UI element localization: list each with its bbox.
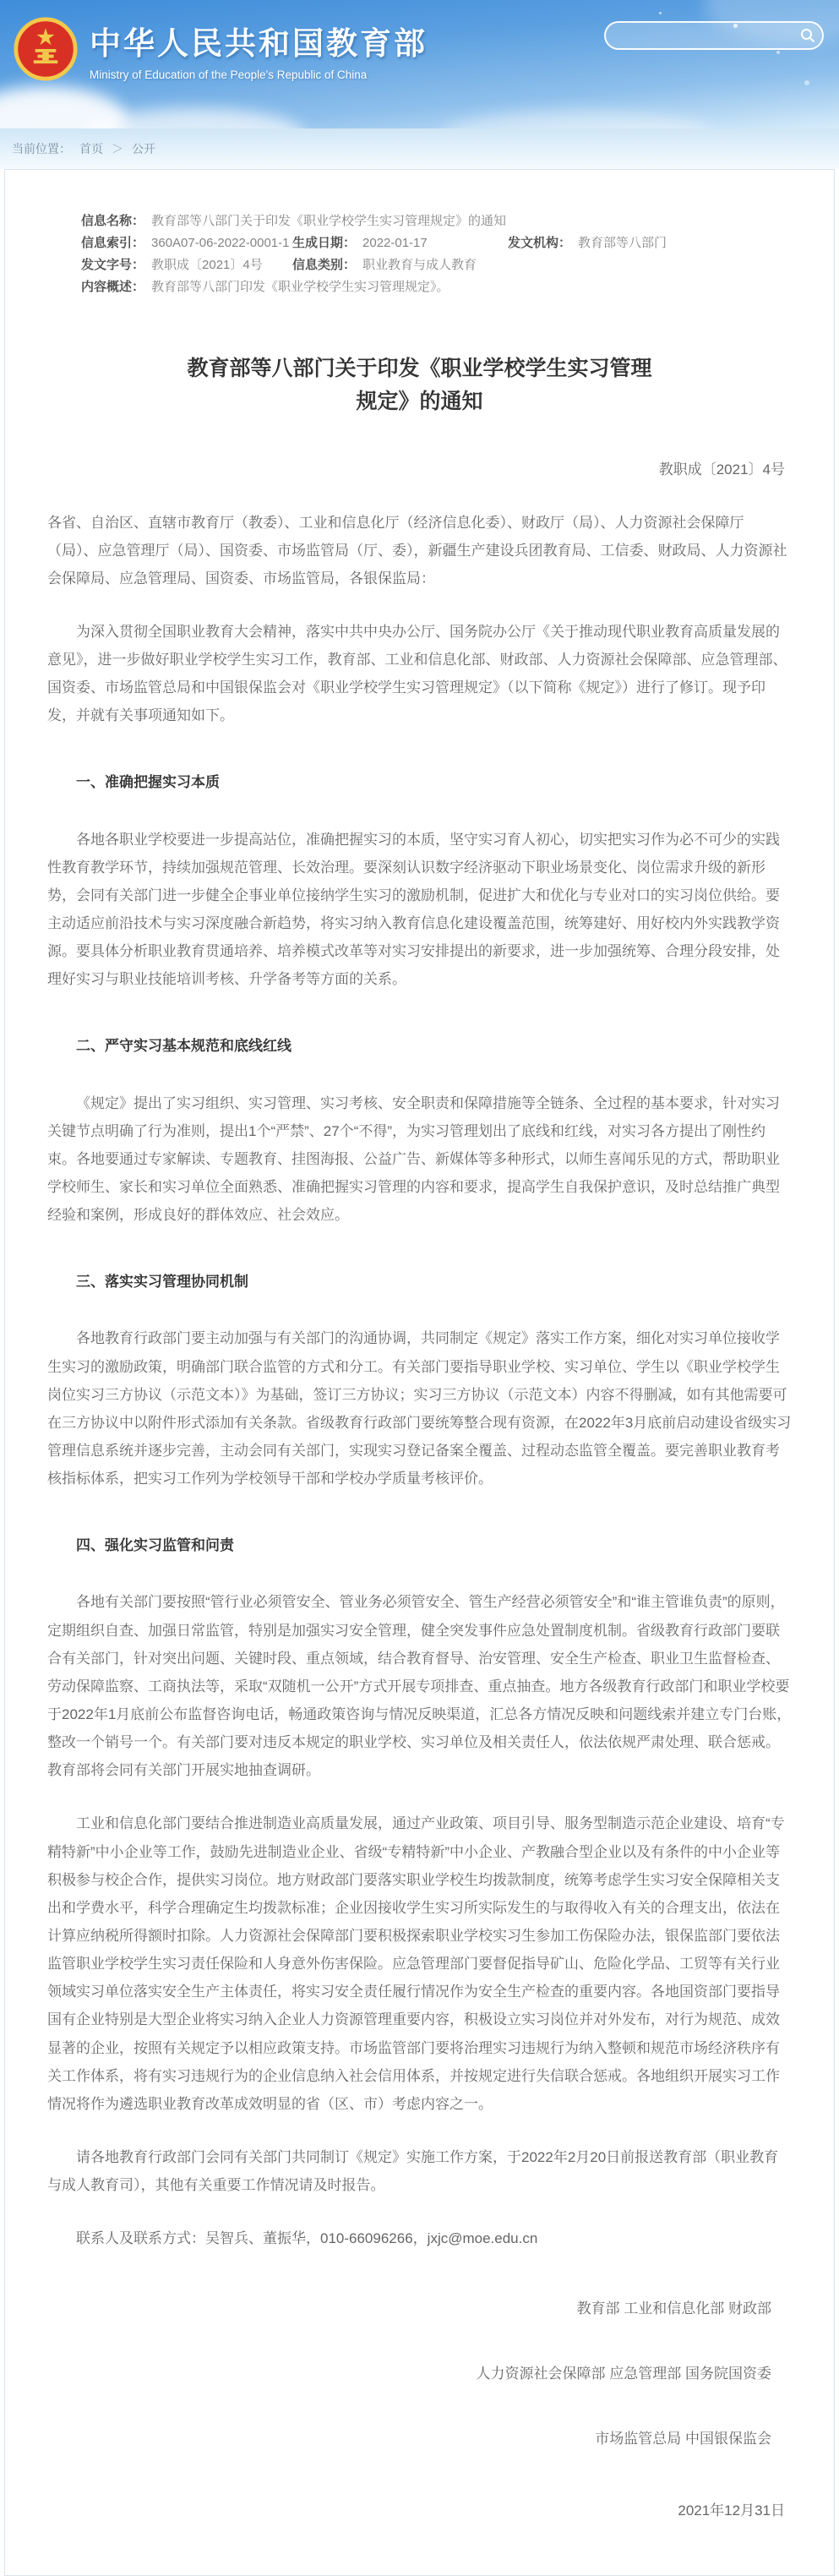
section-heading: 二、严守实习基本规范和底线红线 [76,1038,291,1055]
national-emblem-icon [14,17,78,81]
info-value: 2022-01-17 [362,236,428,250]
signature-line: 市场监管总局 中国银保监会 [595,2431,771,2448]
info-row-name [81,210,800,232]
dandelion-decoration [659,12,662,14]
breadcrumb-separator-icon: ＞ [112,142,123,156]
doc-paragraph: 请各地教育行政部门会同有关部门共同制订《规定》实施工作方案，于2022年2月20日前报送教育部（职业教育与成人教育司），其他有关重要工作情况请及时报告。 [47,2148,779,2194]
info-value: 教育部等八部门关于印发《职业学校学生实习管理规定》的通知 [151,214,507,228]
info-row-number-category [81,254,800,276]
doc-paragraph: 工业和信息化部门要结合推进制造业高质量发展，通过产业政策、项目引导、服务型制造示范企业建设、培育“专精特新”中小企业等工作，鼓励先进制造业企业、省级“专精特新”中小企业、产教融合型企业以及有条件的中小企业等积极参与校企合作，提供实习岗位。地方财政部门要落实职业学校生均拨款制度，统筹考虑学生实习安全保障相关支出和学费水平，科学合理确定生均拨款标准；企业因接收学生实习所实际发生的与取得收入有关的合理支出，依法在计算应纳税所得额时扣除。人力资源社会保障部门要积极探索职业学校实习生参加工伤保险办法，银保监部门要依法监管职业学校学生实习责任保险和人身意外伤害保险。应急管理部门要督促指导矿山、危险化学品、工贸等有关行业领域实习单位落实安全生产主体责任，将实习安全责任履行情况作为安全生产检查的重要内容。各地国资部门要指导国有企业特别是大型企业将实习纳入企业人力资源管理重要内容，积极设立实习岗位并对外发布，对行为规范、成效显著的企业，按照有关规定予以相应政策支持。市场监管部门要将治理实习违规行为纳入整顿和规范市场经济秩序有关工作体系，将有实习违规行为的企业信息纳入社会信用体系，并按规定进行失信联合惩戒。各地组织开展实习工作情况将作为遴选职业教育改革成效明显的省（区、市）考虑内容之一。 [47,1815,785,2112]
info-label: 信息名称： [81,214,145,228]
document-body [5,352,834,2519]
info-value: 教育部等八部门 [578,236,667,250]
dandelion-decoration [776,51,780,54]
doc-paragraph: 联系人及联系方式：吴智兵、董振华，010-66096266，jxjc@moe.edu.cn [76,2230,538,2247]
doc-paragraph: 各地教育行政部门要主动加强与有关部门的沟通协调，共同制定《规定》落实工作方案，细化对实习单位接收学生实习的激励政策，明确部门联合监管的方式和分工。有关部门要指导职业学校、实习单位、学生以《职业学校学生岗位实习三方协议（示范文本）》为基础，签订三方协议；实习三方协议（示范文本）内容不得删减，如有其他需要可在三方协议中以附件形式添加有关条款。省级教育行政部门要统筹整合现有资源，在2022年3月底前启动建设省级实习管理信息系统并逐步完善，主动会同有关部门，实现实习登记备案全覆盖、过程动态监管全覆盖。要完善职业教育考核指标体系，把实习工作列为学校领导干部和学校办学质量考核评价。 [47,1330,792,1487]
info-label: 发文机构： [508,236,572,250]
breadcrumb-item-home[interactable]: 首页 [79,142,103,156]
cloud-decoration [442,112,712,128]
signature-line: 人力资源社会保障部 应急管理部 国务院国资委 [476,2366,771,2382]
doc-paragraph: 为深入贯彻全国职业教育大会精神，落实中共中央办公厅、国务院办公厅《关于推动现代职业教育高质量发展的意见》，进一步做好职业学校学生实习工作，教育部、工业和信息化部、财政部、人力资源社会保障部、应急管理部、国资委、市场监管总局和中国银保监会对《职业学校学生实习管理规定》（以下简称《规定》）进行了修订。现予印发，并就有关事项通知如下。 [47,623,787,724]
search-button[interactable] [800,28,815,43]
info-row-index-date-agency [81,232,800,254]
doc-signatures [47,2296,792,2448]
site-logo-link[interactable] [14,17,428,81]
content-container [4,169,835,2576]
site-header [0,0,839,128]
document-date: 2021年12月31日 [678,2502,785,2519]
breadcrumb-label: 当前位置： [12,142,71,156]
section-heading: 四、强化实习监管和问责 [76,1537,234,1554]
info-value: 教职成〔2021〕4号 [151,258,263,272]
signature-line: 教育部 工业和信息化部 财政部 [576,2300,771,2317]
doc-paragraphs [47,509,792,2253]
info-value: 360A07-06-2022-0001-1 [151,236,290,250]
info-label: 发文字号： [81,258,145,272]
doc-paragraph: 各地有关部门要按照“管行业必须管安全、管业务必须管安全、管生产经营必须管安全”和“谁主管谁负责”的原则，定期组织自查、加强日常监管，特别是加强实习安全管理，健全突发事件应急处置制度机制。省级教育行政部门要联合有关部门，针对突出问题、关键时段、重点领域，结合教育督导、治安管理、安全生产检查、职业卫生监督检查、劳动保障监察、工商执法等，采取“双随机一公开”方式开展专项排查、重点抽查。地方各级教育行政部门和职业学校要于2022年1月底前公布监督咨询电话，畅通政策咨询与情况反映渠道，汇总各方情况反映和问题线索并建立专门台账，整改一个销号一个。有关部门要对违反本规定的职业学校、实习单位及相关责任人，依法依规严肃处理、联合惩戒。教育部将会同有关部门开展实地抽查调研。 [47,1594,792,1779]
search-icon [800,28,815,43]
info-label: 内容概述： [81,280,145,294]
info-value: 教育部等八部门印发《职业学校学生实习管理规定》。 [151,280,449,294]
breadcrumb [0,128,839,169]
document-number: 教职成〔2021〕4号 [658,461,785,478]
search-box[interactable] [604,21,824,50]
breadcrumb-item-public[interactable]: 公开 [132,142,155,156]
site-title: 中华人民共和国教育部 [90,25,428,61]
site-subtitle: Ministry of Education of the People's Republic of China [90,68,368,81]
doc-paragraph: 《规定》提出了实习组织、实习管理、实习考核、安全职责和保障措施等全链条、全过程的基本要求，针对实习关键节点明确了行为准则，提出1个“严禁”、27个“不得”，为实习管理划出了底线和红线，对实习各方提出了刚性约束。各地要通过专家解读、专题教育、挂图海报、公益广告、新媒体等多种形式，以师生喜闻乐见的方式，帮助职业学校师生、家长和实习单位全面熟悉、准确把握实习管理的内容和要求，提高学生自我保护意识，及时总结推广典型经验和案例，形成良好的群体效应、社会效应。 [47,1094,780,1224]
info-label: 生成日期： [292,236,357,250]
info-value: 职业教育与成人教育 [362,258,477,272]
document-info-table [5,210,834,303]
document-title: 教育部等八部门关于印发《职业学校学生实习管理规定》的通知 [187,357,652,413]
doc-paragraph: 各地各职业学校要进一步提高站位，准确把握实习的本质，坚守实习育人初心，切实把实习作为必不可少的实践性教育教学环节，持续加强规范管理、长效治理。要深刻认识数字经济驱动下职业场景变化、岗位需求升级的新形势，会同有关部门进一步健全企事业单位接纳学生实习的激励机制，促进扩大和优化与专业对口的实习岗位供给。要主动适应前沿技术与实习深度融合新趋势，将实习纳入教育信息化建设覆盖范围，统筹建好、用好校内外实践教学资源。要具体分析职业教育贯通培养、培养模式改革等对实习安排提出的新要求，进一步加强统筹、合理分段安排，处理好实习与职业技能培训考核、升学备考等方面的关系。 [47,831,780,988]
section-heading: 一、准确把握实习本质 [76,774,220,791]
info-label: 信息索引： [81,236,145,250]
doc-paragraph: 各省、自治区、直辖市教育厅（教委）、工业和信息化厅（经济信息化委）、财政厅（局）、人力资源社会保障厅（局）、应急管理厅（局）、国资委、市场监管局（厅、委），新疆生产建设兵团教育局、工信委、财政局、人力资源社会保障局、应急管理局、国资委、市场监管局，各银保监局： [47,514,787,587]
section-heading: 三、落实实习管理协同机制 [76,1274,248,1291]
dandelion-decoration [804,80,809,85]
search-input[interactable] [618,23,800,48]
info-label: 信息类别： [292,258,357,272]
info-row-summary [81,276,800,298]
